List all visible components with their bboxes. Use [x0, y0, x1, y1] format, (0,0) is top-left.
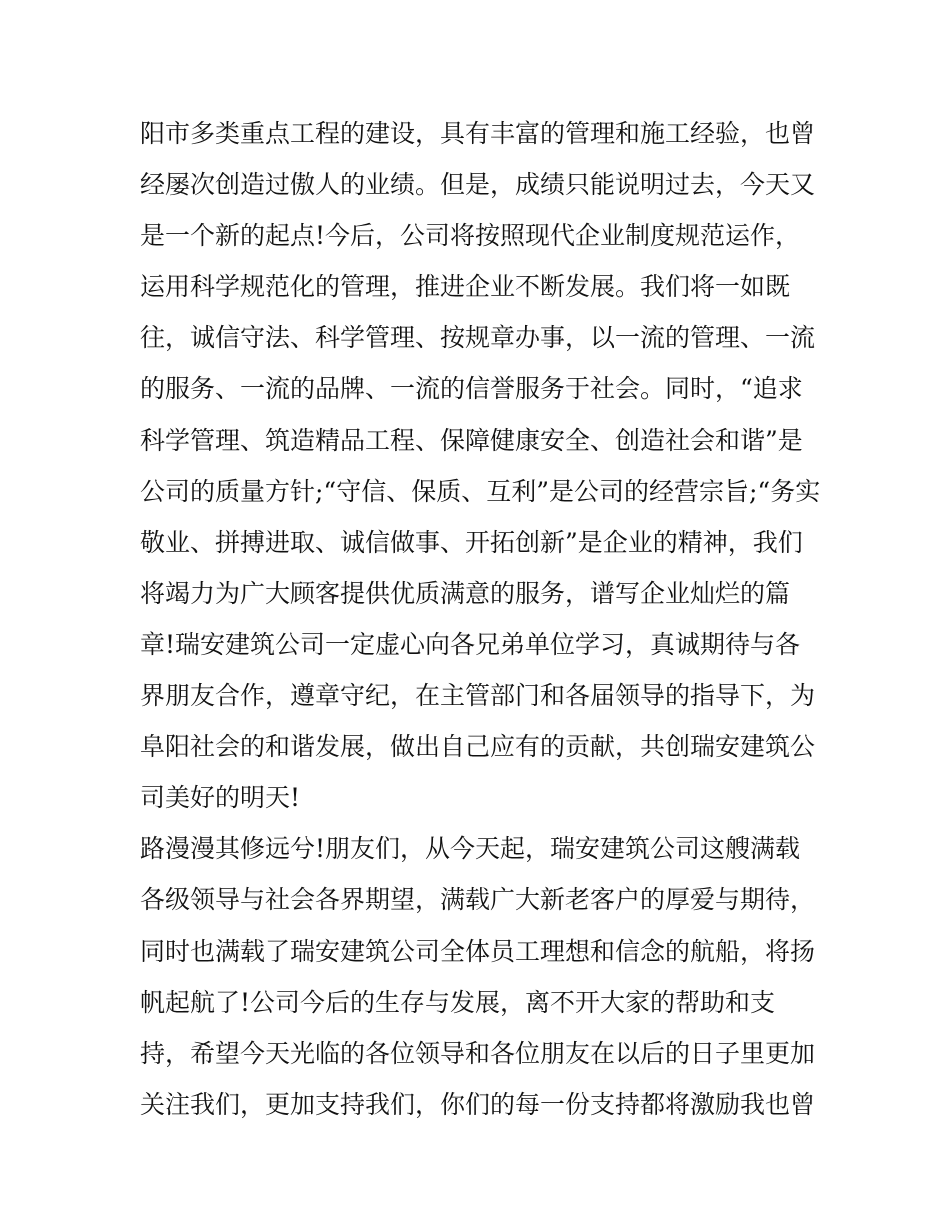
text-line: 运用科学规范化的管理，推进企业不断发展。我们将一如既: [140, 272, 791, 302]
text-line: 科学管理、筑造精品工程、保障健康安全、创造社会和谐”是: [140, 425, 803, 455]
text-line: 同时也满载了瑞安建筑公司全体员工理想和信念的航船，将扬: [140, 936, 816, 966]
text-line: 司美好的明天!: [140, 783, 301, 813]
text-line: 帆起航了!公司今后的生存与发展，离不开大家的帮助和支: [140, 987, 776, 1017]
text-line: 各级领导与社会各界期望，满载广大新老客户的厚爱与期待，: [140, 885, 816, 915]
text-line: 敬业、拼搏进取、诚信做事、开拓创新”是企业的精神，我们: [140, 527, 803, 557]
text-line: 阳市多类重点工程的建设，具有丰富的管理和施工经验，也曾: [140, 119, 816, 148]
text-line: 将竭力为广大顾客提供优质满意的服务，谱写企业灿烂的篇: [140, 578, 791, 608]
body-text: [140, 108, 830, 1130]
text-line: 持，希望今天光临的各位领导和各位朋友在以后的日子里更加: [140, 1038, 816, 1068]
text-line: 经屡次创造过傲人的业绩。但是，成绩只能说明过去，今天又: [140, 170, 816, 200]
text-line: 路漫漫其修远兮!朋友们，从今天起，瑞安建筑公司这艘满载: [140, 834, 801, 864]
text-line: 是一个新的起点!今后，公司将按照现代企业制度规范运作，: [140, 221, 801, 251]
text-line: 公司的质量方针;“守信、保质、互利”是公司的经营宗旨;“务实: [140, 476, 821, 506]
text-line: 往，诚信守法、科学管理、按规章办事，以一流的管理、一流: [140, 323, 816, 353]
text-line: 界朋友合作，遵章守纪，在主管部门和各届领导的指导下，为: [140, 681, 816, 711]
text-line: 的服务、一流的品牌、一流的信誉服务于社会。同时，“追求: [140, 374, 803, 404]
text-line: 关注我们，更加支持我们，你们的每一份支持都将激励我也曾: [140, 1089, 816, 1119]
text-line: 阜阳社会的和谐发展，做出自己应有的贡献，共创瑞安建筑公: [140, 732, 816, 762]
text-line: 章!瑞安建筑公司一定虚心向各兄弟单位学习，真诚期待与各: [140, 629, 801, 659]
